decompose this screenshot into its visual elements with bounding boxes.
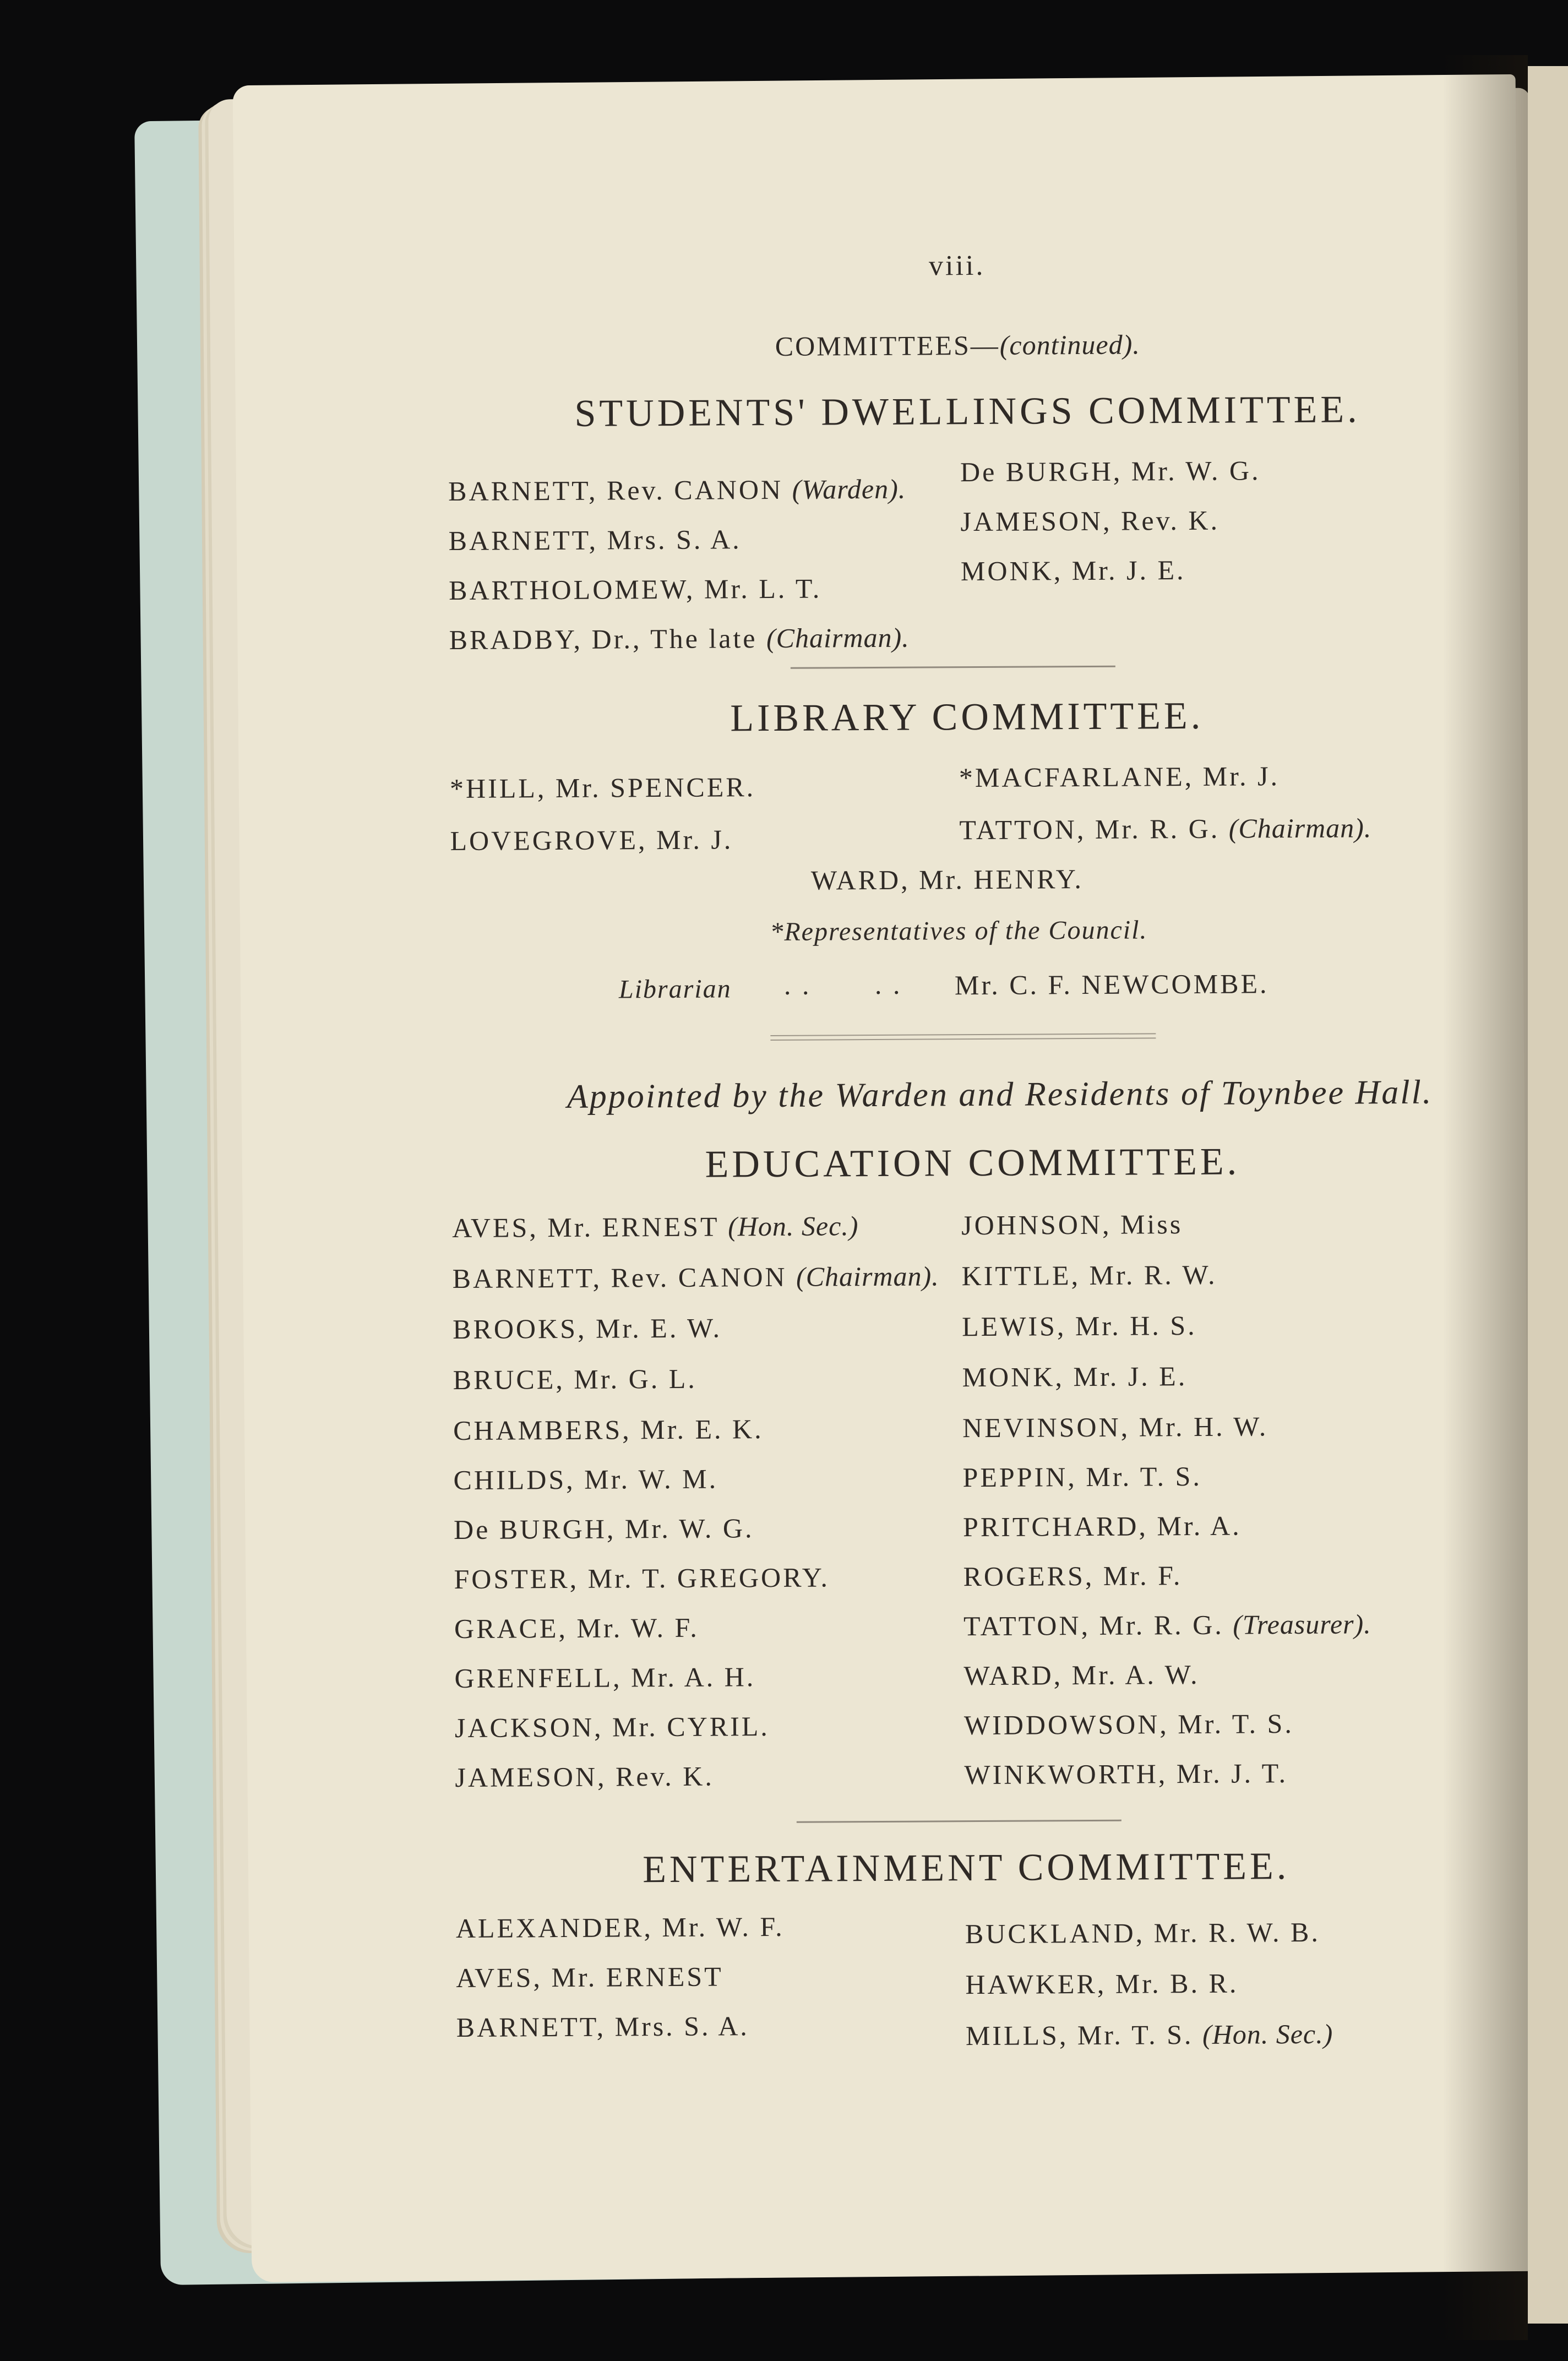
list-item: BUCKLAND, Mr. R. W. B. (965, 1916, 1321, 1950)
students-dwellings-heading: STUDENTS' DWELLINGS COMMITTEE. (574, 388, 1360, 435)
list-item: CHILDS, Mr. W. M. (453, 1463, 718, 1496)
list-item: PEPPIN, Mr. T. S. (962, 1460, 1202, 1493)
list-item: JOHNSON, Miss (961, 1209, 1183, 1241)
running-head: COMMITTEES—(continued). (775, 329, 1140, 362)
list-item: PRITCHARD, Mr. A. (962, 1510, 1242, 1543)
list-item: WINKWORTH, Mr. J. T. (964, 1758, 1288, 1791)
page-folio: viii. (928, 249, 986, 282)
list-item: TATTON, Mr. R. G. (Treasurer). (963, 1608, 1371, 1642)
list-item: ROGERS, Mr. F. (963, 1560, 1183, 1592)
list-item: *HILL, Mr. SPENCER. (449, 771, 756, 804)
list-item: De BURGH, Mr. W. G. (453, 1513, 754, 1546)
list-item: BARNETT, Mrs. S. A. (456, 2010, 750, 2043)
list-item: JACKSON, Mr. CYRIL. (454, 1711, 770, 1744)
list-item: MONK, Mr. J. E. (962, 1361, 1188, 1393)
list-item: TATTON, Mr. R. G. (Chairman). (959, 812, 1372, 846)
entertainment-heading: ENTERTAINMENT COMMITTEE. (643, 1845, 1290, 1891)
list-item: LOVEGROVE, Mr. J. (450, 824, 733, 857)
list-item: AVES, Mr. ERNEST (456, 1961, 723, 1994)
list-item: FOSTER, Mr. T. GREGORY. (454, 1562, 830, 1595)
librarian-label: Librarian (618, 974, 732, 1004)
appointed-line: Appointed by the Warden and Residents of Toynbee Hall. (567, 1073, 1433, 1116)
list-item: LEWIS, Mr. H. S. (962, 1309, 1197, 1342)
library-heading: LIBRARY COMMITTEE. (730, 694, 1204, 740)
library-center-entry: WARD, Mr. HENRY. (810, 863, 1084, 896)
section-divider (797, 1820, 1121, 1823)
representatives-note: *Representatives of the Council. (770, 915, 1148, 947)
list-item: MILLS, Mr. T. S. (Hon. Sec.) (965, 2018, 1333, 2052)
librarian-leader-dots: . . . . (783, 969, 902, 1000)
list-item: JAMESON, Rev. K. (960, 504, 1220, 537)
list-item: BRADBY, Dr., The late (Chairman). (449, 622, 910, 656)
list-item: CHAMBERS, Mr. E. K. (453, 1413, 764, 1446)
education-heading: EDUCATION COMMITTEE. (705, 1140, 1240, 1186)
list-item: WIDDOWSON, Mr. T. S. (963, 1708, 1294, 1741)
list-item: BRUCE, Mr. G. L. (453, 1363, 697, 1396)
list-item: BROOKS, Mr. E. W. (453, 1312, 722, 1345)
list-item: GRACE, Mr. W. F. (454, 1612, 699, 1645)
list-item: NEVINSON, Mr. H. W. (962, 1411, 1268, 1444)
list-item: MONK, Mr. J. E. (960, 554, 1186, 587)
list-item: BARNETT, Rev. CANON (Chairman). (452, 1260, 939, 1294)
list-item: *MACFARLANE, Mr. J. (959, 760, 1280, 793)
section-divider (791, 666, 1115, 669)
list-item: BARTHOLOMEW, Mr. L. T. (448, 573, 822, 606)
list-item: AVES, Mr. ERNEST (Hon. Sec.) (452, 1210, 859, 1244)
librarian-name: Mr. C. F. NEWCOMBE. (954, 968, 1269, 1001)
list-item: GRENFELL, Mr. A. H. (454, 1661, 756, 1694)
list-item: BARNETT, Mrs. S. A. (448, 524, 742, 557)
list-item: HAWKER, Mr. B. R. (965, 1967, 1239, 2000)
list-item: ALEXANDER, Mr. W. F. (455, 1911, 785, 1944)
list-item: JAMESON, Rev. K. (455, 1760, 715, 1793)
list-item: BARNETT, Rev. CANON (Warden). (448, 473, 906, 507)
list-item: De BURGH, Mr. W. G. (960, 455, 1261, 488)
list-item: WARD, Mr. A. W. (963, 1658, 1200, 1691)
double-rule-divider (770, 1033, 1156, 1041)
list-item: KITTLE, Mr. R. W. (961, 1259, 1217, 1292)
